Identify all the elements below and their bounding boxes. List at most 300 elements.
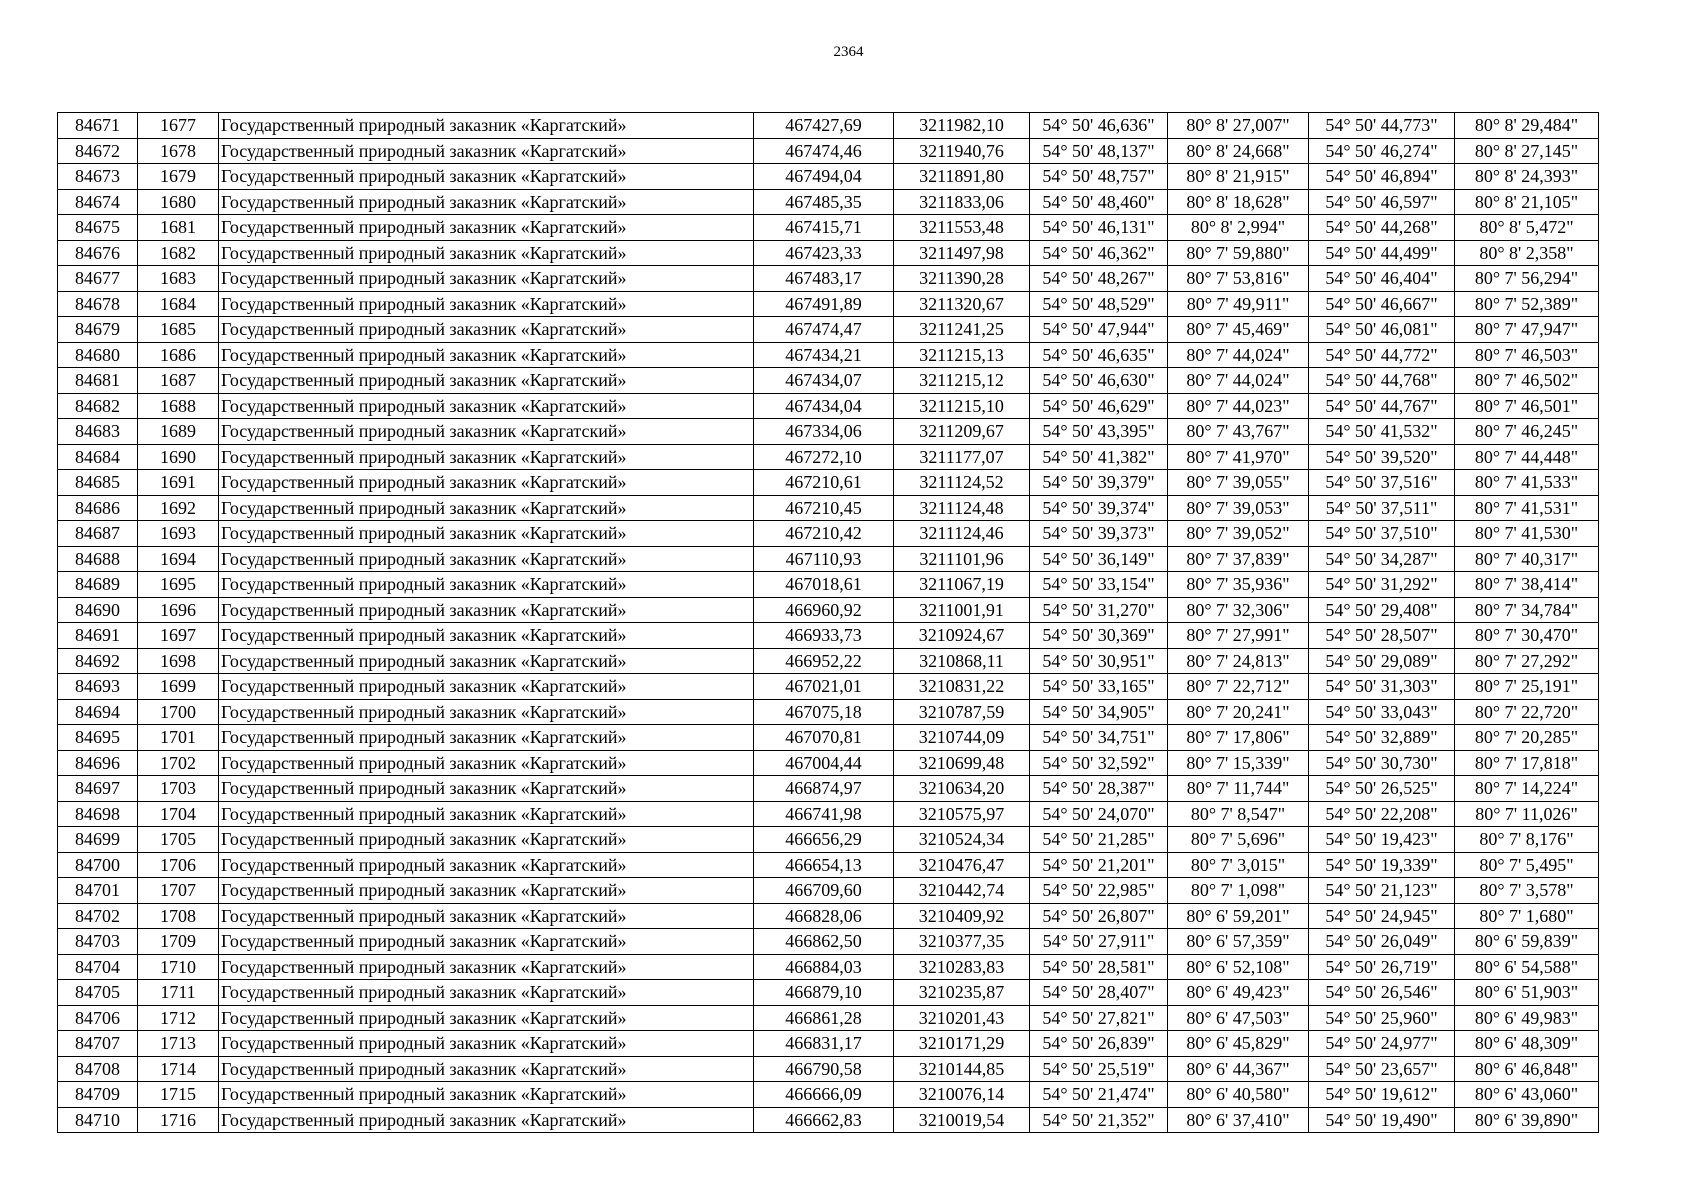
point-number-cell: 1705	[138, 827, 219, 853]
table-row	[58, 215, 1599, 241]
name-cell: Государственный природный заказник «Каргатский»	[219, 648, 754, 674]
y-coordinate-cell: 3211497,98	[894, 240, 1030, 266]
y-coordinate-cell: 3211553,48	[894, 215, 1030, 241]
row-number-cell: 84675	[58, 215, 138, 241]
name-cell: Государственный природный заказник «Каргатский»	[219, 980, 754, 1006]
latitude-1-cell: 54° 50' 21,201"	[1030, 852, 1168, 878]
y-coordinate-cell: 3211940,76	[894, 138, 1030, 164]
y-coordinate-cell: 3211124,46	[894, 521, 1030, 547]
point-number-cell: 1715	[138, 1082, 219, 1108]
longitude-1-cell: 80° 6' 52,108"	[1168, 954, 1309, 980]
x-coordinate-cell: 466862,50	[754, 929, 894, 955]
latitude-2-cell: 54° 50' 25,960"	[1309, 1005, 1455, 1031]
row-number-cell: 84704	[58, 954, 138, 980]
latitude-1-cell: 54° 50' 34,905"	[1030, 699, 1168, 725]
point-number-cell: 1700	[138, 699, 219, 725]
latitude-1-cell: 54° 50' 24,070"	[1030, 801, 1168, 827]
row-number-cell: 84690	[58, 597, 138, 623]
longitude-2-cell: 80° 8' 21,105"	[1455, 189, 1599, 215]
name-cell: Государственный природный заказник «Каргатский»	[219, 521, 754, 547]
latitude-2-cell: 54° 50' 46,667"	[1309, 291, 1455, 317]
y-coordinate-cell: 3211124,52	[894, 470, 1030, 496]
longitude-1-cell: 80° 7' 37,839"	[1168, 546, 1309, 572]
longitude-1-cell: 80° 7' 35,936"	[1168, 572, 1309, 598]
x-coordinate-cell: 466654,13	[754, 852, 894, 878]
point-number-cell: 1687	[138, 368, 219, 394]
latitude-1-cell: 54° 50' 46,131"	[1030, 215, 1168, 241]
y-coordinate-cell: 3210831,22	[894, 674, 1030, 700]
point-number-cell: 1696	[138, 597, 219, 623]
x-coordinate-cell: 466952,22	[754, 648, 894, 674]
x-coordinate-cell: 467427,69	[754, 113, 894, 139]
latitude-2-cell: 54° 50' 24,945"	[1309, 903, 1455, 929]
latitude-1-cell: 54° 50' 46,630"	[1030, 368, 1168, 394]
name-cell: Государственный природный заказник «Каргатский»	[219, 852, 754, 878]
longitude-2-cell: 80° 7' 46,245"	[1455, 419, 1599, 445]
point-number-cell: 1703	[138, 776, 219, 802]
longitude-1-cell: 80° 7' 43,767"	[1168, 419, 1309, 445]
row-number-cell: 84689	[58, 572, 138, 598]
longitude-1-cell: 80° 7' 41,970"	[1168, 444, 1309, 470]
longitude-1-cell: 80° 7' 17,806"	[1168, 725, 1309, 751]
name-cell: Государственный природный заказник «Каргатский»	[219, 1005, 754, 1031]
longitude-2-cell: 80° 7' 27,292"	[1455, 648, 1599, 674]
latitude-1-cell: 54° 50' 48,137"	[1030, 138, 1168, 164]
name-cell: Государственный природный заказник «Каргатский»	[219, 674, 754, 700]
point-number-cell: 1686	[138, 342, 219, 368]
latitude-2-cell: 54° 50' 26,049"	[1309, 929, 1455, 955]
latitude-2-cell: 54° 50' 44,767"	[1309, 393, 1455, 419]
point-number-cell: 1694	[138, 546, 219, 572]
row-number-cell: 84691	[58, 623, 138, 649]
longitude-1-cell: 80° 7' 39,053"	[1168, 495, 1309, 521]
y-coordinate-cell: 3211215,13	[894, 342, 1030, 368]
row-number-cell: 84687	[58, 521, 138, 547]
longitude-2-cell: 80° 7' 41,533"	[1455, 470, 1599, 496]
row-number-cell: 84673	[58, 164, 138, 190]
latitude-1-cell: 54° 50' 30,951"	[1030, 648, 1168, 674]
table-row	[58, 164, 1599, 190]
point-number-cell: 1691	[138, 470, 219, 496]
row-number-cell: 84707	[58, 1031, 138, 1057]
longitude-1-cell: 80° 7' 44,023"	[1168, 393, 1309, 419]
table-row	[58, 648, 1599, 674]
y-coordinate-cell: 3211215,10	[894, 393, 1030, 419]
latitude-1-cell: 54° 50' 36,149"	[1030, 546, 1168, 572]
row-number-cell: 84678	[58, 291, 138, 317]
table-row	[58, 393, 1599, 419]
table-row	[58, 521, 1599, 547]
name-cell: Государственный природный заказник «Каргатский»	[219, 750, 754, 776]
latitude-1-cell: 54° 50' 39,374"	[1030, 495, 1168, 521]
latitude-1-cell: 54° 50' 30,369"	[1030, 623, 1168, 649]
point-number-cell: 1677	[138, 113, 219, 139]
y-coordinate-cell: 3210699,48	[894, 750, 1030, 776]
point-number-cell: 1685	[138, 317, 219, 343]
name-cell: Государственный природный заказник «Каргатский»	[219, 878, 754, 904]
latitude-2-cell: 54° 50' 44,768"	[1309, 368, 1455, 394]
longitude-2-cell: 80° 6' 39,890"	[1455, 1107, 1599, 1133]
latitude-2-cell: 54° 50' 34,287"	[1309, 546, 1455, 572]
name-cell: Государственный природный заказник «Каргатский»	[219, 1031, 754, 1057]
longitude-2-cell: 80° 7' 41,531"	[1455, 495, 1599, 521]
y-coordinate-cell: 3210283,83	[894, 954, 1030, 980]
point-number-cell: 1689	[138, 419, 219, 445]
y-coordinate-cell: 3211241,25	[894, 317, 1030, 343]
y-coordinate-cell: 3210868,11	[894, 648, 1030, 674]
table-row	[58, 419, 1599, 445]
point-number-cell: 1681	[138, 215, 219, 241]
longitude-2-cell: 80° 7' 47,947"	[1455, 317, 1599, 343]
x-coordinate-cell: 466741,98	[754, 801, 894, 827]
point-number-cell: 1682	[138, 240, 219, 266]
longitude-2-cell: 80° 7' 40,317"	[1455, 546, 1599, 572]
x-coordinate-cell: 467334,06	[754, 419, 894, 445]
latitude-1-cell: 54° 50' 22,985"	[1030, 878, 1168, 904]
table-row	[58, 903, 1599, 929]
latitude-1-cell: 54° 50' 31,270"	[1030, 597, 1168, 623]
latitude-1-cell: 54° 50' 32,592"	[1030, 750, 1168, 776]
y-coordinate-cell: 3210442,74	[894, 878, 1030, 904]
longitude-2-cell: 80° 7' 30,470"	[1455, 623, 1599, 649]
longitude-2-cell: 80° 8' 2,358"	[1455, 240, 1599, 266]
longitude-1-cell: 80° 7' 59,880"	[1168, 240, 1309, 266]
x-coordinate-cell: 466884,03	[754, 954, 894, 980]
longitude-1-cell: 80° 7' 39,052"	[1168, 521, 1309, 547]
table-row	[58, 725, 1599, 751]
row-number-cell: 84685	[58, 470, 138, 496]
point-number-cell: 1710	[138, 954, 219, 980]
longitude-2-cell: 80° 7' 20,285"	[1455, 725, 1599, 751]
point-number-cell: 1706	[138, 852, 219, 878]
longitude-1-cell: 80° 6' 47,503"	[1168, 1005, 1309, 1031]
row-number-cell: 84680	[58, 342, 138, 368]
y-coordinate-cell: 3210476,47	[894, 852, 1030, 878]
table-row	[58, 1056, 1599, 1082]
row-number-cell: 84698	[58, 801, 138, 827]
longitude-2-cell: 80° 6' 54,588"	[1455, 954, 1599, 980]
latitude-2-cell: 54° 50' 37,510"	[1309, 521, 1455, 547]
latitude-2-cell: 54° 50' 37,516"	[1309, 470, 1455, 496]
row-number-cell: 84674	[58, 189, 138, 215]
y-coordinate-cell: 3211101,96	[894, 546, 1030, 572]
row-number-cell: 84676	[58, 240, 138, 266]
table-row	[58, 597, 1599, 623]
latitude-1-cell: 54° 50' 46,629"	[1030, 393, 1168, 419]
x-coordinate-cell: 467070,81	[754, 725, 894, 751]
x-coordinate-cell: 467021,01	[754, 674, 894, 700]
latitude-2-cell: 54° 50' 21,123"	[1309, 878, 1455, 904]
table-row	[58, 1082, 1599, 1108]
point-number-cell: 1692	[138, 495, 219, 521]
longitude-2-cell: 80° 8' 5,472"	[1455, 215, 1599, 241]
latitude-1-cell: 54° 50' 21,352"	[1030, 1107, 1168, 1133]
table-row	[58, 623, 1599, 649]
latitude-1-cell: 54° 50' 41,382"	[1030, 444, 1168, 470]
y-coordinate-cell: 3210076,14	[894, 1082, 1030, 1108]
name-cell: Государственный природный заказник «Каргатский»	[219, 903, 754, 929]
table-row	[58, 674, 1599, 700]
latitude-1-cell: 54° 50' 33,165"	[1030, 674, 1168, 700]
x-coordinate-cell: 466960,92	[754, 597, 894, 623]
latitude-1-cell: 54° 50' 28,407"	[1030, 980, 1168, 1006]
longitude-2-cell: 80° 7' 56,294"	[1455, 266, 1599, 292]
page-number: 2364	[833, 44, 864, 60]
x-coordinate-cell: 467485,35	[754, 189, 894, 215]
row-number-cell: 84696	[58, 750, 138, 776]
point-number-cell: 1679	[138, 164, 219, 190]
x-coordinate-cell: 467423,33	[754, 240, 894, 266]
latitude-1-cell: 54° 50' 27,911"	[1030, 929, 1168, 955]
table-row	[58, 1005, 1599, 1031]
x-coordinate-cell: 467272,10	[754, 444, 894, 470]
row-number-cell: 84700	[58, 852, 138, 878]
table-row	[58, 138, 1599, 164]
table-row	[58, 776, 1599, 802]
point-number-cell: 1716	[138, 1107, 219, 1133]
table-row	[58, 572, 1599, 598]
latitude-2-cell: 54° 50' 41,532"	[1309, 419, 1455, 445]
longitude-1-cell: 80° 7' 20,241"	[1168, 699, 1309, 725]
latitude-1-cell: 54° 50' 21,474"	[1030, 1082, 1168, 1108]
x-coordinate-cell: 467491,89	[754, 291, 894, 317]
y-coordinate-cell: 3211390,28	[894, 266, 1030, 292]
x-coordinate-cell: 467434,07	[754, 368, 894, 394]
name-cell: Государственный природный заказник «Каргатский»	[219, 266, 754, 292]
longitude-2-cell: 80° 7' 11,026"	[1455, 801, 1599, 827]
table-row	[58, 980, 1599, 1006]
row-number-cell: 84671	[58, 113, 138, 139]
y-coordinate-cell: 3210201,43	[894, 1005, 1030, 1031]
name-cell: Государственный природный заказник «Каргатский»	[219, 317, 754, 343]
longitude-1-cell: 80° 7' 5,696"	[1168, 827, 1309, 853]
y-coordinate-cell: 3210924,67	[894, 623, 1030, 649]
latitude-2-cell: 54° 50' 44,499"	[1309, 240, 1455, 266]
table-row	[58, 342, 1599, 368]
point-number-cell: 1678	[138, 138, 219, 164]
row-number-cell: 84708	[58, 1056, 138, 1082]
table-row	[58, 699, 1599, 725]
point-number-cell: 1704	[138, 801, 219, 827]
point-number-cell: 1693	[138, 521, 219, 547]
y-coordinate-cell: 3210171,29	[894, 1031, 1030, 1057]
table-row	[58, 240, 1599, 266]
longitude-1-cell: 80° 8' 24,668"	[1168, 138, 1309, 164]
longitude-1-cell: 80° 7' 22,712"	[1168, 674, 1309, 700]
latitude-1-cell: 54° 50' 48,460"	[1030, 189, 1168, 215]
table-row	[58, 750, 1599, 776]
table-row	[58, 878, 1599, 904]
latitude-2-cell: 54° 50' 37,511"	[1309, 495, 1455, 521]
y-coordinate-cell: 3211067,19	[894, 572, 1030, 598]
name-cell: Государственный природный заказник «Каргатский»	[219, 240, 754, 266]
latitude-2-cell: 54° 50' 19,490"	[1309, 1107, 1455, 1133]
y-coordinate-cell: 3210235,87	[894, 980, 1030, 1006]
longitude-2-cell: 80° 7' 22,720"	[1455, 699, 1599, 725]
table-row	[58, 266, 1599, 292]
name-cell: Государственный природный заказник «Каргатский»	[219, 827, 754, 853]
latitude-1-cell: 54° 50' 25,519"	[1030, 1056, 1168, 1082]
longitude-1-cell: 80° 7' 27,991"	[1168, 623, 1309, 649]
name-cell: Государственный природный заказник «Каргатский»	[219, 215, 754, 241]
table-row	[58, 1107, 1599, 1133]
row-number-cell: 84683	[58, 419, 138, 445]
latitude-1-cell: 54° 50' 39,379"	[1030, 470, 1168, 496]
latitude-2-cell: 54° 50' 44,772"	[1309, 342, 1455, 368]
x-coordinate-cell: 466874,97	[754, 776, 894, 802]
point-number-cell: 1709	[138, 929, 219, 955]
x-coordinate-cell: 467474,46	[754, 138, 894, 164]
y-coordinate-cell: 3211209,67	[894, 419, 1030, 445]
latitude-2-cell: 54° 50' 30,730"	[1309, 750, 1455, 776]
x-coordinate-cell: 467434,21	[754, 342, 894, 368]
row-number-cell: 84697	[58, 776, 138, 802]
latitude-2-cell: 54° 50' 19,339"	[1309, 852, 1455, 878]
latitude-1-cell: 54° 50' 39,373"	[1030, 521, 1168, 547]
name-cell: Государственный природный заказник «Каргатский»	[219, 138, 754, 164]
latitude-1-cell: 54° 50' 21,285"	[1030, 827, 1168, 853]
longitude-1-cell: 80° 6' 49,423"	[1168, 980, 1309, 1006]
table-row	[58, 189, 1599, 215]
row-number-cell: 84701	[58, 878, 138, 904]
table-row	[58, 368, 1599, 394]
y-coordinate-cell: 3210575,97	[894, 801, 1030, 827]
point-number-cell: 1699	[138, 674, 219, 700]
longitude-2-cell: 80° 6' 51,903"	[1455, 980, 1599, 1006]
point-number-cell: 1702	[138, 750, 219, 776]
row-number-cell: 84672	[58, 138, 138, 164]
latitude-2-cell: 54° 50' 26,546"	[1309, 980, 1455, 1006]
point-number-cell: 1707	[138, 878, 219, 904]
table-row	[58, 954, 1599, 980]
table-row	[58, 852, 1599, 878]
name-cell: Государственный природный заказник «Каргатский»	[219, 1056, 754, 1082]
longitude-2-cell: 80° 6' 49,983"	[1455, 1005, 1599, 1031]
table-row	[58, 827, 1599, 853]
y-coordinate-cell: 3210377,35	[894, 929, 1030, 955]
latitude-1-cell: 54° 50' 46,636"	[1030, 113, 1168, 139]
name-cell: Государственный природный заказник «Каргатский»	[219, 291, 754, 317]
point-number-cell: 1688	[138, 393, 219, 419]
point-number-cell: 1712	[138, 1005, 219, 1031]
point-number-cell: 1701	[138, 725, 219, 751]
y-coordinate-cell: 3210409,92	[894, 903, 1030, 929]
longitude-2-cell: 80° 7' 1,680"	[1455, 903, 1599, 929]
table-row	[58, 801, 1599, 827]
latitude-2-cell: 54° 50' 19,423"	[1309, 827, 1455, 853]
latitude-2-cell: 54° 50' 39,520"	[1309, 444, 1455, 470]
longitude-2-cell: 80° 7' 46,501"	[1455, 393, 1599, 419]
x-coordinate-cell: 466861,28	[754, 1005, 894, 1031]
y-coordinate-cell: 3210144,85	[894, 1056, 1030, 1082]
longitude-1-cell: 80° 7' 24,813"	[1168, 648, 1309, 674]
longitude-1-cell: 80° 6' 59,201"	[1168, 903, 1309, 929]
table-row	[58, 113, 1599, 139]
point-number-cell: 1690	[138, 444, 219, 470]
point-number-cell: 1697	[138, 623, 219, 649]
y-coordinate-cell: 3211320,67	[894, 291, 1030, 317]
latitude-1-cell: 54° 50' 46,362"	[1030, 240, 1168, 266]
point-number-cell: 1683	[138, 266, 219, 292]
longitude-2-cell: 80° 7' 3,578"	[1455, 878, 1599, 904]
name-cell: Государственный природный заказник «Каргатский»	[219, 776, 754, 802]
x-coordinate-cell: 466790,58	[754, 1056, 894, 1082]
latitude-1-cell: 54° 50' 47,944"	[1030, 317, 1168, 343]
latitude-2-cell: 54° 50' 46,081"	[1309, 317, 1455, 343]
row-number-cell: 84706	[58, 1005, 138, 1031]
table-row	[58, 291, 1599, 317]
latitude-1-cell: 54° 50' 48,757"	[1030, 164, 1168, 190]
name-cell: Государственный природный заказник «Каргатский»	[219, 1082, 754, 1108]
y-coordinate-cell: 3211891,80	[894, 164, 1030, 190]
longitude-1-cell: 80° 7' 44,024"	[1168, 368, 1309, 394]
row-number-cell: 84684	[58, 444, 138, 470]
x-coordinate-cell: 467474,47	[754, 317, 894, 343]
name-cell: Государственный природный заказник «Каргатский»	[219, 393, 754, 419]
latitude-2-cell: 54° 50' 46,274"	[1309, 138, 1455, 164]
longitude-1-cell: 80° 7' 45,469"	[1168, 317, 1309, 343]
x-coordinate-cell: 467483,17	[754, 266, 894, 292]
longitude-2-cell: 80° 8' 24,393"	[1455, 164, 1599, 190]
name-cell: Государственный природный заказник «Каргатский»	[219, 470, 754, 496]
latitude-2-cell: 54° 50' 44,268"	[1309, 215, 1455, 241]
point-number-cell: 1713	[138, 1031, 219, 1057]
longitude-1-cell: 80° 7' 8,547"	[1168, 801, 1309, 827]
name-cell: Государственный природный заказник «Каргатский»	[219, 444, 754, 470]
longitude-2-cell: 80° 7' 41,530"	[1455, 521, 1599, 547]
name-cell: Государственный природный заказник «Каргатский»	[219, 725, 754, 751]
latitude-1-cell: 54° 50' 43,395"	[1030, 419, 1168, 445]
longitude-2-cell: 80° 6' 48,309"	[1455, 1031, 1599, 1057]
longitude-2-cell: 80° 7' 8,176"	[1455, 827, 1599, 853]
latitude-2-cell: 54° 50' 28,507"	[1309, 623, 1455, 649]
x-coordinate-cell: 466666,09	[754, 1082, 894, 1108]
longitude-1-cell: 80° 6' 40,580"	[1168, 1082, 1309, 1108]
latitude-2-cell: 54° 50' 26,719"	[1309, 954, 1455, 980]
row-number-cell: 84709	[58, 1082, 138, 1108]
name-cell: Государственный природный заказник «Каргатский»	[219, 495, 754, 521]
row-number-cell: 84699	[58, 827, 138, 853]
table-row	[58, 546, 1599, 572]
longitude-2-cell: 80° 8' 27,145"	[1455, 138, 1599, 164]
row-number-cell: 84702	[58, 903, 138, 929]
longitude-2-cell: 80° 6' 43,060"	[1455, 1082, 1599, 1108]
latitude-2-cell: 54° 50' 46,894"	[1309, 164, 1455, 190]
latitude-2-cell: 54° 50' 22,208"	[1309, 801, 1455, 827]
longitude-1-cell: 80° 7' 44,024"	[1168, 342, 1309, 368]
row-number-cell: 84677	[58, 266, 138, 292]
latitude-2-cell: 54° 50' 46,597"	[1309, 189, 1455, 215]
longitude-1-cell: 80° 7' 53,816"	[1168, 266, 1309, 292]
name-cell: Государственный природный заказник «Каргатский»	[219, 419, 754, 445]
table-row	[58, 444, 1599, 470]
x-coordinate-cell: 466709,60	[754, 878, 894, 904]
longitude-2-cell: 80° 6' 46,848"	[1455, 1056, 1599, 1082]
row-number-cell: 84686	[58, 495, 138, 521]
longitude-1-cell: 80° 7' 32,306"	[1168, 597, 1309, 623]
x-coordinate-cell: 466662,83	[754, 1107, 894, 1133]
longitude-2-cell: 80° 7' 38,414"	[1455, 572, 1599, 598]
name-cell: Государственный природный заказник «Каргатский»	[219, 546, 754, 572]
x-coordinate-cell: 467434,04	[754, 393, 894, 419]
y-coordinate-cell: 3211177,07	[894, 444, 1030, 470]
row-number-cell: 84703	[58, 929, 138, 955]
latitude-2-cell: 54° 50' 44,773"	[1309, 113, 1455, 139]
name-cell: Государственный природный заказник «Каргатский»	[219, 572, 754, 598]
row-number-cell: 84688	[58, 546, 138, 572]
longitude-1-cell: 80° 7' 49,911"	[1168, 291, 1309, 317]
name-cell: Государственный природный заказник «Каргатский»	[219, 954, 754, 980]
